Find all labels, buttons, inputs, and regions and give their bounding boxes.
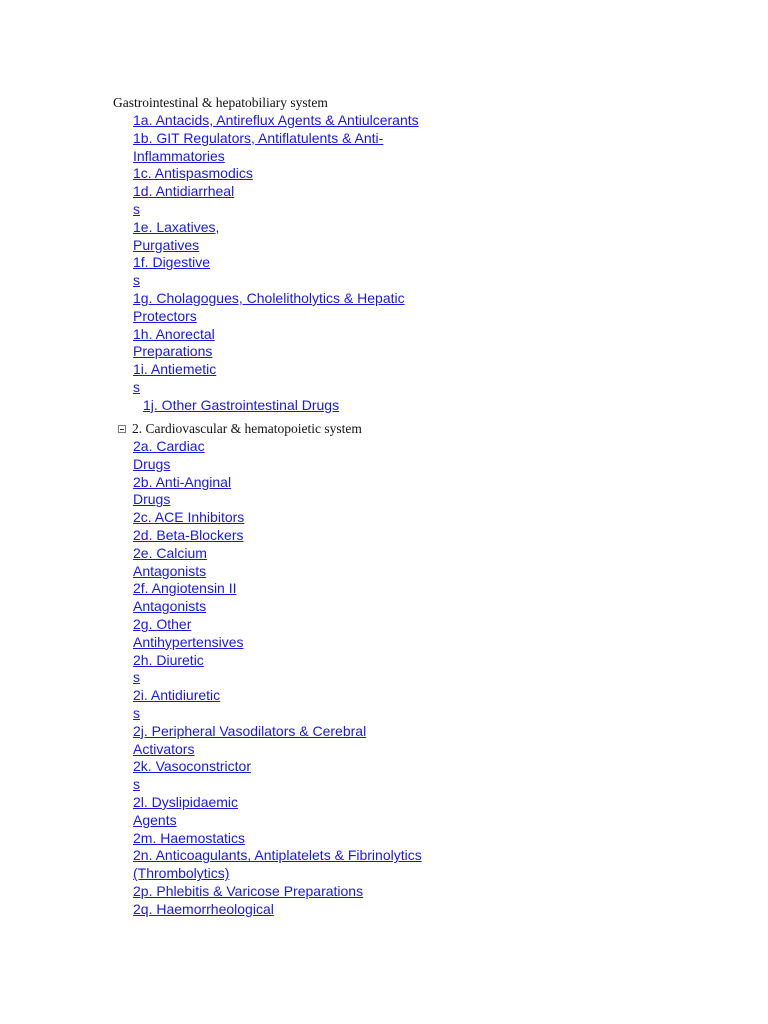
link-line: 2k. Vasoconstrictor <box>133 758 252 775</box>
link-line: 2g. Other <box>133 616 192 632</box>
link-line: 1a. Antacids, Antireflux Agents & Antiulcerants <box>133 112 419 128</box>
link-line: 1g. Cholagogues, Cholelitholytics & Hepatic <box>133 290 405 306</box>
link-2m[interactable] <box>133 830 245 848</box>
link-line: 1h. Anorectal <box>133 325 215 342</box>
link-line: 1j. Other Gastrointestinal Drugs <box>143 396 340 413</box>
link-line: 1d. Antidiarrheal <box>133 183 235 200</box>
link-line: 1e. Laxatives, <box>133 218 220 235</box>
link-line: 2h. Diuretic <box>133 651 204 668</box>
link-1h[interactable] <box>133 326 215 362</box>
link-2n[interactable] <box>133 847 422 883</box>
link-2p[interactable] <box>133 883 363 901</box>
link-line: 2f. Angiotensin II <box>133 580 237 597</box>
section-2-heading: 2. Cardiovascular & hematopoietic system <box>132 421 362 436</box>
link-1i[interactable] <box>133 361 216 397</box>
link-2k[interactable] <box>133 758 251 794</box>
link-1b[interactable] <box>133 130 383 166</box>
section-1-heading: Gastrointestinal & hepatobiliary system <box>113 95 328 110</box>
link-line: 2q. Haemorrheological <box>133 900 274 917</box>
link-2g[interactable] <box>133 616 244 652</box>
link-line: 2n. Anticoagulants, Antiplatelets & Fibrinolytics <box>133 847 422 864</box>
link-line: Drugs <box>133 491 171 508</box>
link-line: 1c. Antispasmodics <box>133 165 253 182</box>
link-2d[interactable] <box>133 527 244 545</box>
link-line: s <box>133 200 140 217</box>
link-line: 2p. Phlebitis & Varicose Preparations <box>133 883 364 899</box>
link-line: Inflammatories <box>133 147 225 164</box>
link-line: s <box>133 704 140 721</box>
link-line: 2e. Calcium <box>133 544 207 561</box>
link-line: Preparations <box>133 343 213 360</box>
collapse-toggle-icon[interactable] <box>118 425 126 433</box>
link-line: 2i. Antidiuretic <box>133 687 221 704</box>
link-1c[interactable] <box>133 165 253 183</box>
link-line: Purgatives <box>133 236 200 253</box>
link-2e[interactable] <box>133 545 207 581</box>
link-1e[interactable] <box>133 219 219 255</box>
link-2h[interactable] <box>133 652 204 688</box>
link-line: 2l. Dyslipidaemic <box>133 794 239 810</box>
link-1f[interactable] <box>133 254 210 290</box>
link-2l[interactable] <box>133 794 238 830</box>
link-line: Drugs <box>133 455 171 472</box>
link-line: Protectors <box>133 307 197 324</box>
link-line: 1f. Digestive <box>133 254 211 271</box>
link-line: Agents <box>133 811 177 828</box>
link-line: Activators <box>133 740 195 757</box>
link-line: 2a. Cardiac <box>133 438 205 454</box>
link-line: 2d. Beta-Blockers <box>133 527 244 543</box>
link-1j[interactable] <box>143 397 339 415</box>
link-line: 2m. Haemostatics <box>133 829 246 846</box>
link-2b[interactable] <box>133 474 231 510</box>
link-line: s <box>133 272 140 289</box>
link-1g[interactable] <box>133 290 405 326</box>
link-line: s <box>133 776 140 793</box>
link-line: s <box>133 378 140 395</box>
link-line: 1b. GIT Regulators, Antiflatulents & Anti- <box>133 129 384 146</box>
link-line: 2c. ACE Inhibitors <box>133 509 245 526</box>
link-line: s <box>133 669 140 686</box>
link-1d[interactable] <box>133 183 234 219</box>
link-1a[interactable] <box>133 112 419 130</box>
link-line: Antihypertensives <box>133 633 244 650</box>
link-2q[interactable] <box>133 901 274 919</box>
link-2i[interactable] <box>133 687 220 723</box>
link-2c[interactable] <box>133 509 244 527</box>
link-line: Antagonists <box>133 562 207 579</box>
link-line: 2j. Peripheral Vasodilators & Cerebral <box>133 722 367 739</box>
link-2a[interactable] <box>133 438 205 474</box>
link-line: 2b. Anti-Anginal <box>133 473 232 490</box>
link-line: Antagonists <box>133 598 207 615</box>
link-line: (Thrombolytics) <box>133 865 230 882</box>
link-line: 1i. Antiemetic <box>133 361 217 378</box>
link-2f[interactable] <box>133 580 237 616</box>
link-2j[interactable] <box>133 723 366 759</box>
